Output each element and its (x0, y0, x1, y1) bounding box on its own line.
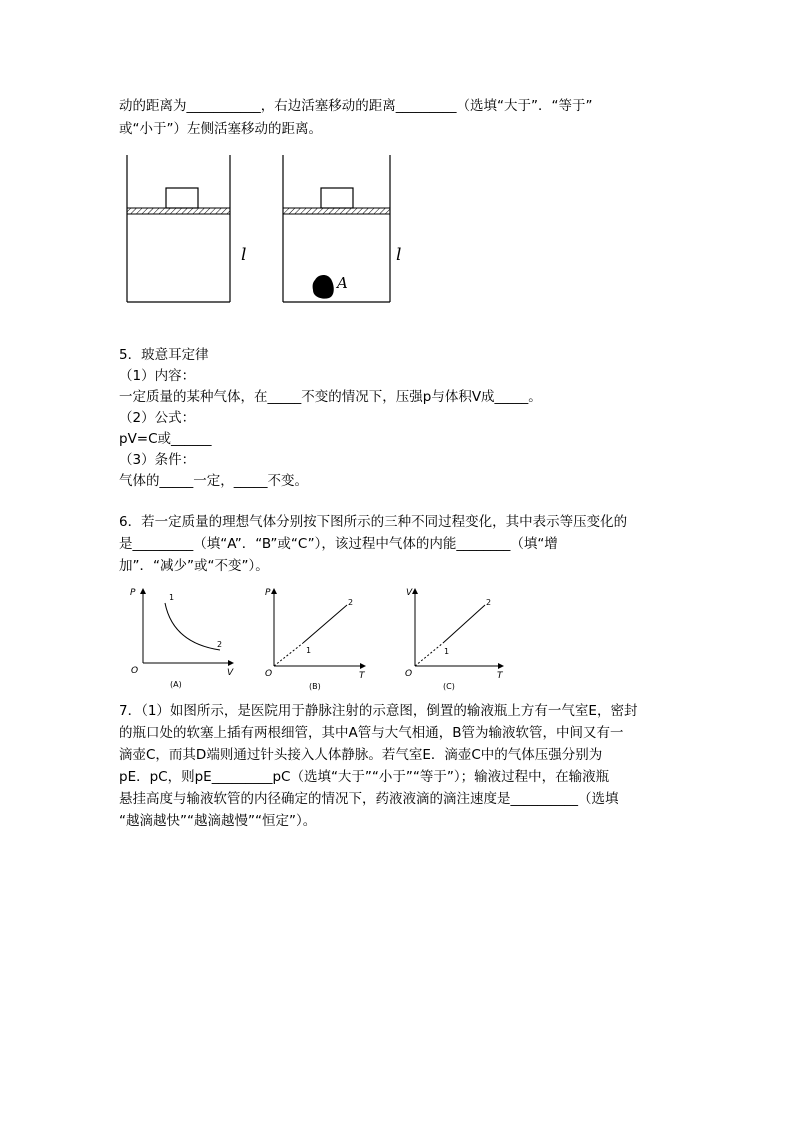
text-line-11: 是_________（填“A”．“B”或“C”），该过程中气体的内能________（填“增 (119, 536, 558, 552)
object-a-blob (313, 275, 334, 299)
graph-b-point-1: 1 (306, 646, 312, 655)
graph-a (130, 588, 234, 689)
text-line-7: pV=C或______ (119, 431, 212, 447)
graph-b-origin: O (265, 669, 273, 679)
text-line-6: （2）公式： (119, 410, 196, 426)
text-line-17: 悬挂高度与输液软管的内径确定的情况下，药液液滴的滴注速度是__________（选填 (119, 791, 619, 807)
text-line-13: 7．（1）如图所示，是医院用于静脉注射的示意图，倒置的输液瓶上方有一气室E，密封 (119, 703, 638, 719)
text-line-3: 5．玻意耳定律 (119, 347, 209, 363)
text-line-18: “越滴越快”“越滴越慢”“恒定”）。 (119, 813, 317, 829)
graph-b (265, 588, 366, 691)
graph-c (405, 588, 504, 691)
graph-b-point-2: 2 (348, 598, 354, 607)
graph-a-point-2: 2 (217, 640, 223, 649)
graph-c-y-label: V (406, 588, 413, 598)
process-graphs-figure (125, 583, 515, 693)
graph-a-isotherm (165, 603, 223, 650)
text-line-5: 一定质量的某种气体，在_____不变的情况下，压强p与体积V成_____。 (119, 389, 542, 405)
graph-b-y-label: P (265, 588, 271, 598)
text-line-1: 动的距离为___________，右边活塞移动的距离_________（选填“大于”．“等于” (119, 98, 593, 114)
graph-c-x-label: T (497, 671, 503, 681)
text-line-14: 的瓶口处的软塞上插有两根细管，其中A管与大气相通，B管为输液软管，中间又有一 (119, 725, 624, 741)
object-a-label: A (337, 274, 348, 292)
text-line-9: 气体的_____一定，_____不变。 (119, 473, 308, 489)
text-line-8: （3）条件： (119, 452, 196, 468)
right-length-label: l (396, 245, 402, 265)
graph-a-y-label: P (130, 588, 136, 598)
left-cylinder (127, 155, 230, 302)
graph-c-origin: O (405, 669, 413, 679)
graph-a-caption: (A) (170, 680, 182, 689)
piston-cylinders-figure (115, 150, 415, 305)
graph-b-x-label: T (359, 671, 365, 681)
text-line-15: 滴壶C，而其D端则通过针头接入人体静脉。若气室E．滴壶C中的气体压强分别为 (119, 747, 603, 763)
graph-a-x-label: V (227, 668, 234, 678)
left-length-label: l (241, 245, 247, 265)
text-line-4: （1）内容： (119, 368, 196, 384)
graph-c-point-2: 2 (486, 598, 492, 607)
text-line-2: 或“小于”）左侧活塞移动的距离。 (119, 121, 322, 137)
graph-a-origin: O (131, 666, 139, 676)
text-line-16: pE．pC，则pE_________pC（选填“大于”“小于”“等于”）；输液过程中，在输液瓶 (119, 769, 610, 785)
graph-c-point-1: 1 (444, 647, 450, 656)
text-line-12: 加”．“减少”或“不变”）。 (119, 558, 269, 574)
graph-a-point-1: 1 (169, 593, 175, 602)
graph-c-caption: (C) (443, 682, 455, 691)
graph-b-caption: (B) (309, 682, 321, 691)
text-line-10: 6．若一定质量的理想气体分别按下图所示的三种不同过程变化，其中表示等压变化的 (119, 514, 628, 530)
